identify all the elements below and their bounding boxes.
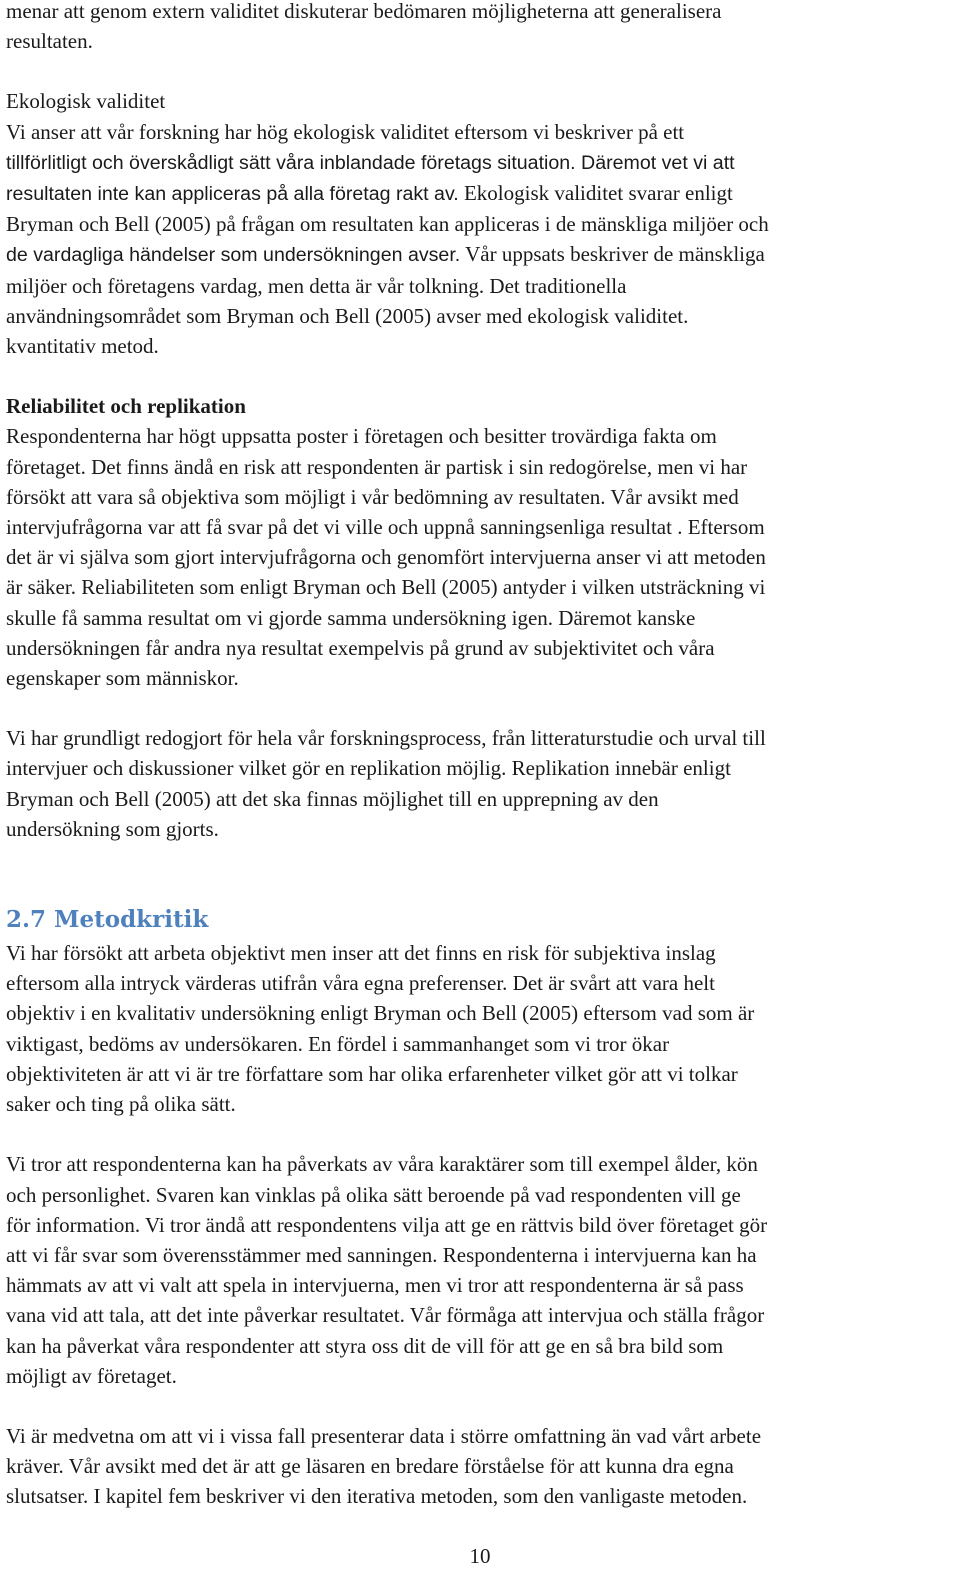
spacer [6,1391,956,1421]
text-line: objektiviteten är att vi är tre författare som har olika erfarenheter vilket gör att vi tolkar [6,1061,738,1086]
text-line: kvantitativ metod. [6,334,159,359]
text-segment: Ekologisk validitet svarar enligt [458,181,733,206]
spacer [6,844,956,902]
text-line: viktigast, bedöms av undersökaren. En fördel i sammanhanget som vi tror ökar [6,1031,670,1056]
text-line: eftersom alla intryck värderas utifrån våra egna preferenser. Det är svårt att vara helt [6,971,715,996]
text-line: det är vi själva som gjort intervjufrågorna och genomfört intervjuerna anser vi att metoden [6,545,766,570]
text-line: vana vid att tala, att det inte påverkar resultatet. Vår förmåga att intervjua och ställa frågor [6,1303,765,1328]
text-line: egenskaper som människor. [6,666,239,691]
text-line: är säker. Reliabiliteten som enligt Bryman och Bell (2005) antyder i vilken utsträckning vi [6,575,766,600]
paragraph-reliability [6,391,956,693]
document-page [6,0,956,1512]
text-line: saker och ting på olika sätt. [6,1092,236,1117]
text-line: Vi är medvetna om att vi i vissa fall presenterar data i större omfattning än vad vårt arbete [6,1423,762,1448]
text-line: och personlighet. Svaren kan vinklas på olika sätt beroende på vad respondenten vill ge [6,1182,741,1207]
text-segment: Vår uppsats beskriver de mänskliga [460,242,765,267]
text-line: för information. Vi tror ändå att respondentens vilja att ge en rättvis bild över företaget gör [6,1212,768,1237]
paragraph-ecological-validity [6,86,956,361]
paragraph-metodkritik-3 [6,1421,956,1512]
text-line: skulle få samma resultat om vi gjorde samma undersökning igen. Däremot kanske [6,605,696,630]
text-line: tillförlitligt och överskådligt sätt våra inblandade företags situation. Däremot vet vi att [6,151,735,174]
text-line: menar att genom extern validitet diskuterar bedömaren möjligheterna att generalisera [6,0,722,23]
page-number: 10 [469,1544,491,1568]
text-line: försökt att vara så objektiva som möjligt i vår bedömning av resultaten. Vår avsikt med [6,484,739,509]
text-line: slutsatser. I kapitel fem beskriver vi den iterativa metoden, som den vanligaste metoden. [6,1484,748,1509]
paragraph-metodkritik-2 [6,1149,956,1391]
paragraph-external-validity [6,0,956,56]
text-line: miljöer och företagens vardag, men detta är vår tolkning. Det traditionella [6,273,627,298]
text-line: Bryman och Bell (2005) på frågan om resultaten kan appliceras i de mänskliga miljöer och [6,212,769,237]
text-line: möjligt av företaget. [6,1363,177,1388]
text-line: Vi har försökt att arbeta objektivt men inser att det finns en risk för subjektiva inslag [6,941,716,966]
text-line: hämmats av att vi valt att spela in intervjuerna, men vi tror att respondenterna är så pass [6,1273,744,1298]
text-line: intervjuer och diskussioner vilket gör en replikation möjlig. Replikation innebär enligt [6,756,731,781]
spacer [6,56,956,86]
text-line: kräver. Vår avsikt med det är att ge läsaren en bredare förståelse för att kunna dra egna [6,1454,734,1479]
text-line: Vi har grundligt redogjort för hela vår forskningsprocess, från litteraturstudie och urval till [6,726,766,751]
text-line: användningsområdet som Bryman och Bell (2005) avser med ekologisk validitet. [6,303,689,328]
subheading-reliability: Reliabilitet och replikation [6,394,246,419]
text-line: företaget. Det finns ändå en risk att respondenten är partisk i sin redogörelse, men vi har [6,454,748,479]
text-line: Vi anser att vår forskning har hög ekologisk validitet eftersom vi beskriver på ett [6,119,685,144]
text-segment: de vardagliga händelser som undersökningen avser. [6,244,461,267]
subheading-ecological-validity: Ekologisk validitet [6,89,166,114]
text-line: Vi tror att respondenterna kan ha påverkats av våra karaktärer som till exempel ålder, kön [6,1152,758,1177]
text-line: undersökningen får andra nya resultat exempelvis på grund av subjektivitet och våra [6,635,715,660]
text-segment: resultaten inte kan appliceras på alla företag rakt av. [6,183,459,206]
paragraph-replication [6,723,956,844]
text-line: att vi får svar som överensstämmer med sanningen. Respondenterna i intervjuerna kan ha [6,1242,757,1267]
text-line: resultaten. [6,29,93,54]
section-heading-metodkritik: 2.7 Metodkritik [6,906,209,934]
text-line: intervjufrågorna var att få svar på det vi ville och uppnå sanningsenliga resultat . Eftersom [6,515,765,540]
text-line: Respondenterna har högt uppsatta poster i företagen och besitter trovärdiga fakta om [6,424,717,449]
spacer [6,1119,956,1149]
spacer [6,361,956,391]
text-line: undersökning som gjorts. [6,816,219,841]
text-line: Bryman och Bell (2005) att det ska finnas möjlighet till en upprepning av den [6,786,659,811]
paragraph-metodkritik-1 [6,938,956,1119]
text-line: objektiv i en kvalitativ undersökning enligt Bryman och Bell (2005) eftersom vad som är [6,1001,755,1026]
spacer [6,693,956,723]
text-line: kan ha påverkat våra respondenter att styra oss dit de vill för att ge en så bra bild som [6,1333,724,1358]
